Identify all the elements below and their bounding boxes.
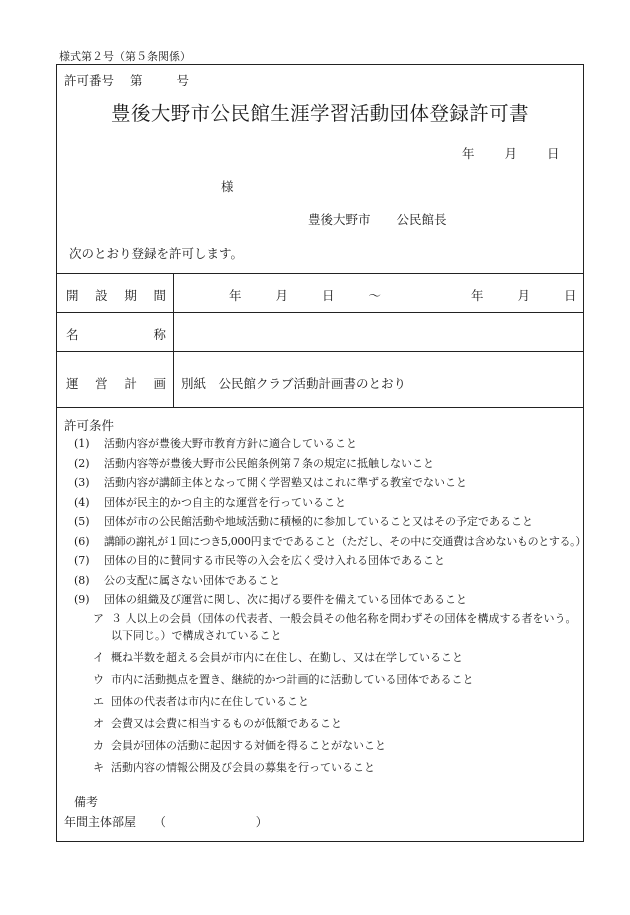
form-number-label: 様式第２号（第５条関係） xyxy=(59,50,191,63)
condition-text: 団体が民主的かつ自主的な運営を行っていること xyxy=(104,495,346,509)
permit-number-dai: 第 xyxy=(130,73,143,88)
plan-label xyxy=(66,374,166,392)
name-label-char: 称 xyxy=(153,327,166,342)
condition-item xyxy=(74,551,586,571)
annual-room-label: 年間主体部屋 xyxy=(64,815,137,829)
plan-value: 別紙 公民館クラブ活動計画書のとおり xyxy=(181,376,407,391)
condition-number: (2) xyxy=(74,456,90,470)
requirement-text: 会員が団体の活動に起因する対価を得ることがないこと xyxy=(111,739,386,752)
condition-item xyxy=(74,512,586,532)
period-end-day: 日 xyxy=(564,288,577,303)
requirement-item xyxy=(93,715,581,732)
conditions-heading: 許可条件 xyxy=(64,418,115,433)
table-top-rule xyxy=(57,273,583,274)
condition-item xyxy=(74,454,586,474)
condition-text: 活動内容等が豊後大野市公民館条例第７条の規定に抵触しないこと xyxy=(104,456,434,470)
condition-number: (7) xyxy=(74,554,90,567)
condition-number: (6) xyxy=(74,534,90,548)
document-title: 豊後大野市公民館生涯学習活動団体登録許可書 xyxy=(111,102,529,125)
requirement-item xyxy=(93,671,581,688)
annual-room-paren-close: ） xyxy=(255,815,268,829)
period-tilde: 〜 xyxy=(368,288,382,303)
requirement-text: 会費又は会費に相当するものが低額であること xyxy=(111,717,342,730)
requirement-marker: エ xyxy=(93,695,104,708)
plan-label-char: 営 xyxy=(95,376,108,391)
permit-number-gou: 号 xyxy=(176,73,190,88)
addressee-honorific: 様 xyxy=(221,179,234,194)
plan-label-char: 運 xyxy=(66,376,79,391)
remarks-heading: 備考 xyxy=(74,795,99,809)
condition-item xyxy=(74,434,586,454)
issuer xyxy=(308,210,469,228)
condition-text: 団体の組織及び運営に関し、次に掲げる要件を備えている団体であること xyxy=(104,593,467,606)
requirement-marker: ア xyxy=(93,612,104,625)
table-row-rule xyxy=(57,351,583,352)
requirement-text: 概ね半数を超える会員が市内に在住し、在勤し、又は在学していること xyxy=(111,651,463,664)
condition-item xyxy=(74,571,586,591)
requirements-sublist xyxy=(93,610,581,781)
period-start-month: 月 xyxy=(275,288,289,303)
table-bottom-rule xyxy=(57,407,583,408)
period-start-day: 日 xyxy=(322,288,335,303)
issue-date-month: 月 xyxy=(504,146,518,161)
period-end-year: 年 xyxy=(471,288,484,303)
period-label-char: 開 xyxy=(66,288,79,303)
annual-room-paren-open: （ xyxy=(153,815,166,829)
issuer-city: 豊後大野市 xyxy=(308,212,371,227)
plan-label-char: 画 xyxy=(153,376,166,391)
condition-number: (9) xyxy=(74,593,90,606)
period-value xyxy=(229,286,607,304)
permit-number-label: 許可番号 xyxy=(64,73,115,88)
requirement-item xyxy=(93,737,581,754)
condition-item xyxy=(74,493,586,513)
condition-text: 講師の謝礼が１回につき5,000円までであること（ただし、その中に交通費は含めないものとする。） xyxy=(104,534,586,548)
period-end-month: 月 xyxy=(517,288,531,303)
condition-number: (8) xyxy=(74,573,90,587)
requirement-marker: オ xyxy=(93,717,104,730)
condition-text: 活動内容が豊後大野市教育方針に適合していること xyxy=(104,437,357,450)
requirement-text: 活動内容の情報公開及び会員の募集を行っていること xyxy=(111,761,375,774)
condition-number: (4) xyxy=(74,495,90,509)
requirement-marker: ウ xyxy=(93,673,104,686)
requirement-marker: イ xyxy=(93,651,104,664)
name-label xyxy=(66,325,166,343)
requirement-item xyxy=(93,693,581,710)
period-label-char: 設 xyxy=(95,288,108,303)
condition-text: 団体の目的に賛同する市民等の入会を広く受け入れる団体であること xyxy=(104,554,445,567)
requirement-marker: カ xyxy=(93,739,104,752)
name-label-char: 名 xyxy=(66,327,79,342)
requirement-item xyxy=(93,649,581,666)
requirement-text: ３ 人以上の会員（団体の代表者、一般会員その他名称を問わずその団体を構成する者をいう。以下同じ。）で構成されていること xyxy=(111,612,577,642)
requirement-marker: キ xyxy=(93,761,104,774)
period-label-char: 期 xyxy=(124,288,137,303)
permit-number xyxy=(64,71,189,89)
condition-text: 団体が市の公民館活動や地域活動に積極的に参加していること又はその予定であること xyxy=(104,515,533,528)
issue-date-year: 年 xyxy=(462,146,475,161)
issue-date xyxy=(462,144,586,162)
requirement-item xyxy=(93,759,581,776)
issue-date-day: 日 xyxy=(547,146,560,161)
requirement-text: 団体の代表者は市内に在住していること xyxy=(111,695,309,708)
plan-label-char: 計 xyxy=(124,376,137,391)
period-start-year: 年 xyxy=(229,288,242,303)
requirement-text: 市内に活動拠点を置き、継続的かつ計画的に活動している団体であること xyxy=(111,673,474,686)
condition-number: (1) xyxy=(74,437,90,450)
intro-text: 次のとおり登録を許可します。 xyxy=(69,246,244,261)
condition-item xyxy=(74,590,586,610)
condition-item xyxy=(74,532,586,552)
permit-document xyxy=(56,64,584,842)
table-row-rule xyxy=(57,312,583,313)
table-column-rule xyxy=(173,273,174,407)
condition-item xyxy=(74,473,586,493)
period-label-char: 間 xyxy=(153,288,166,303)
period-label xyxy=(66,286,166,304)
condition-number: (3) xyxy=(74,476,90,489)
condition-text: 公の支配に属さない団体であること xyxy=(104,573,280,587)
issuer-position: 公民館長 xyxy=(396,212,447,227)
requirement-item xyxy=(93,610,581,644)
condition-number: (5) xyxy=(74,515,90,528)
annual-room xyxy=(64,813,268,830)
condition-text: 活動内容が講師主体となって開く学習塾又はこれに準ずる教室でないこと xyxy=(104,476,467,489)
conditions-list xyxy=(74,434,586,610)
